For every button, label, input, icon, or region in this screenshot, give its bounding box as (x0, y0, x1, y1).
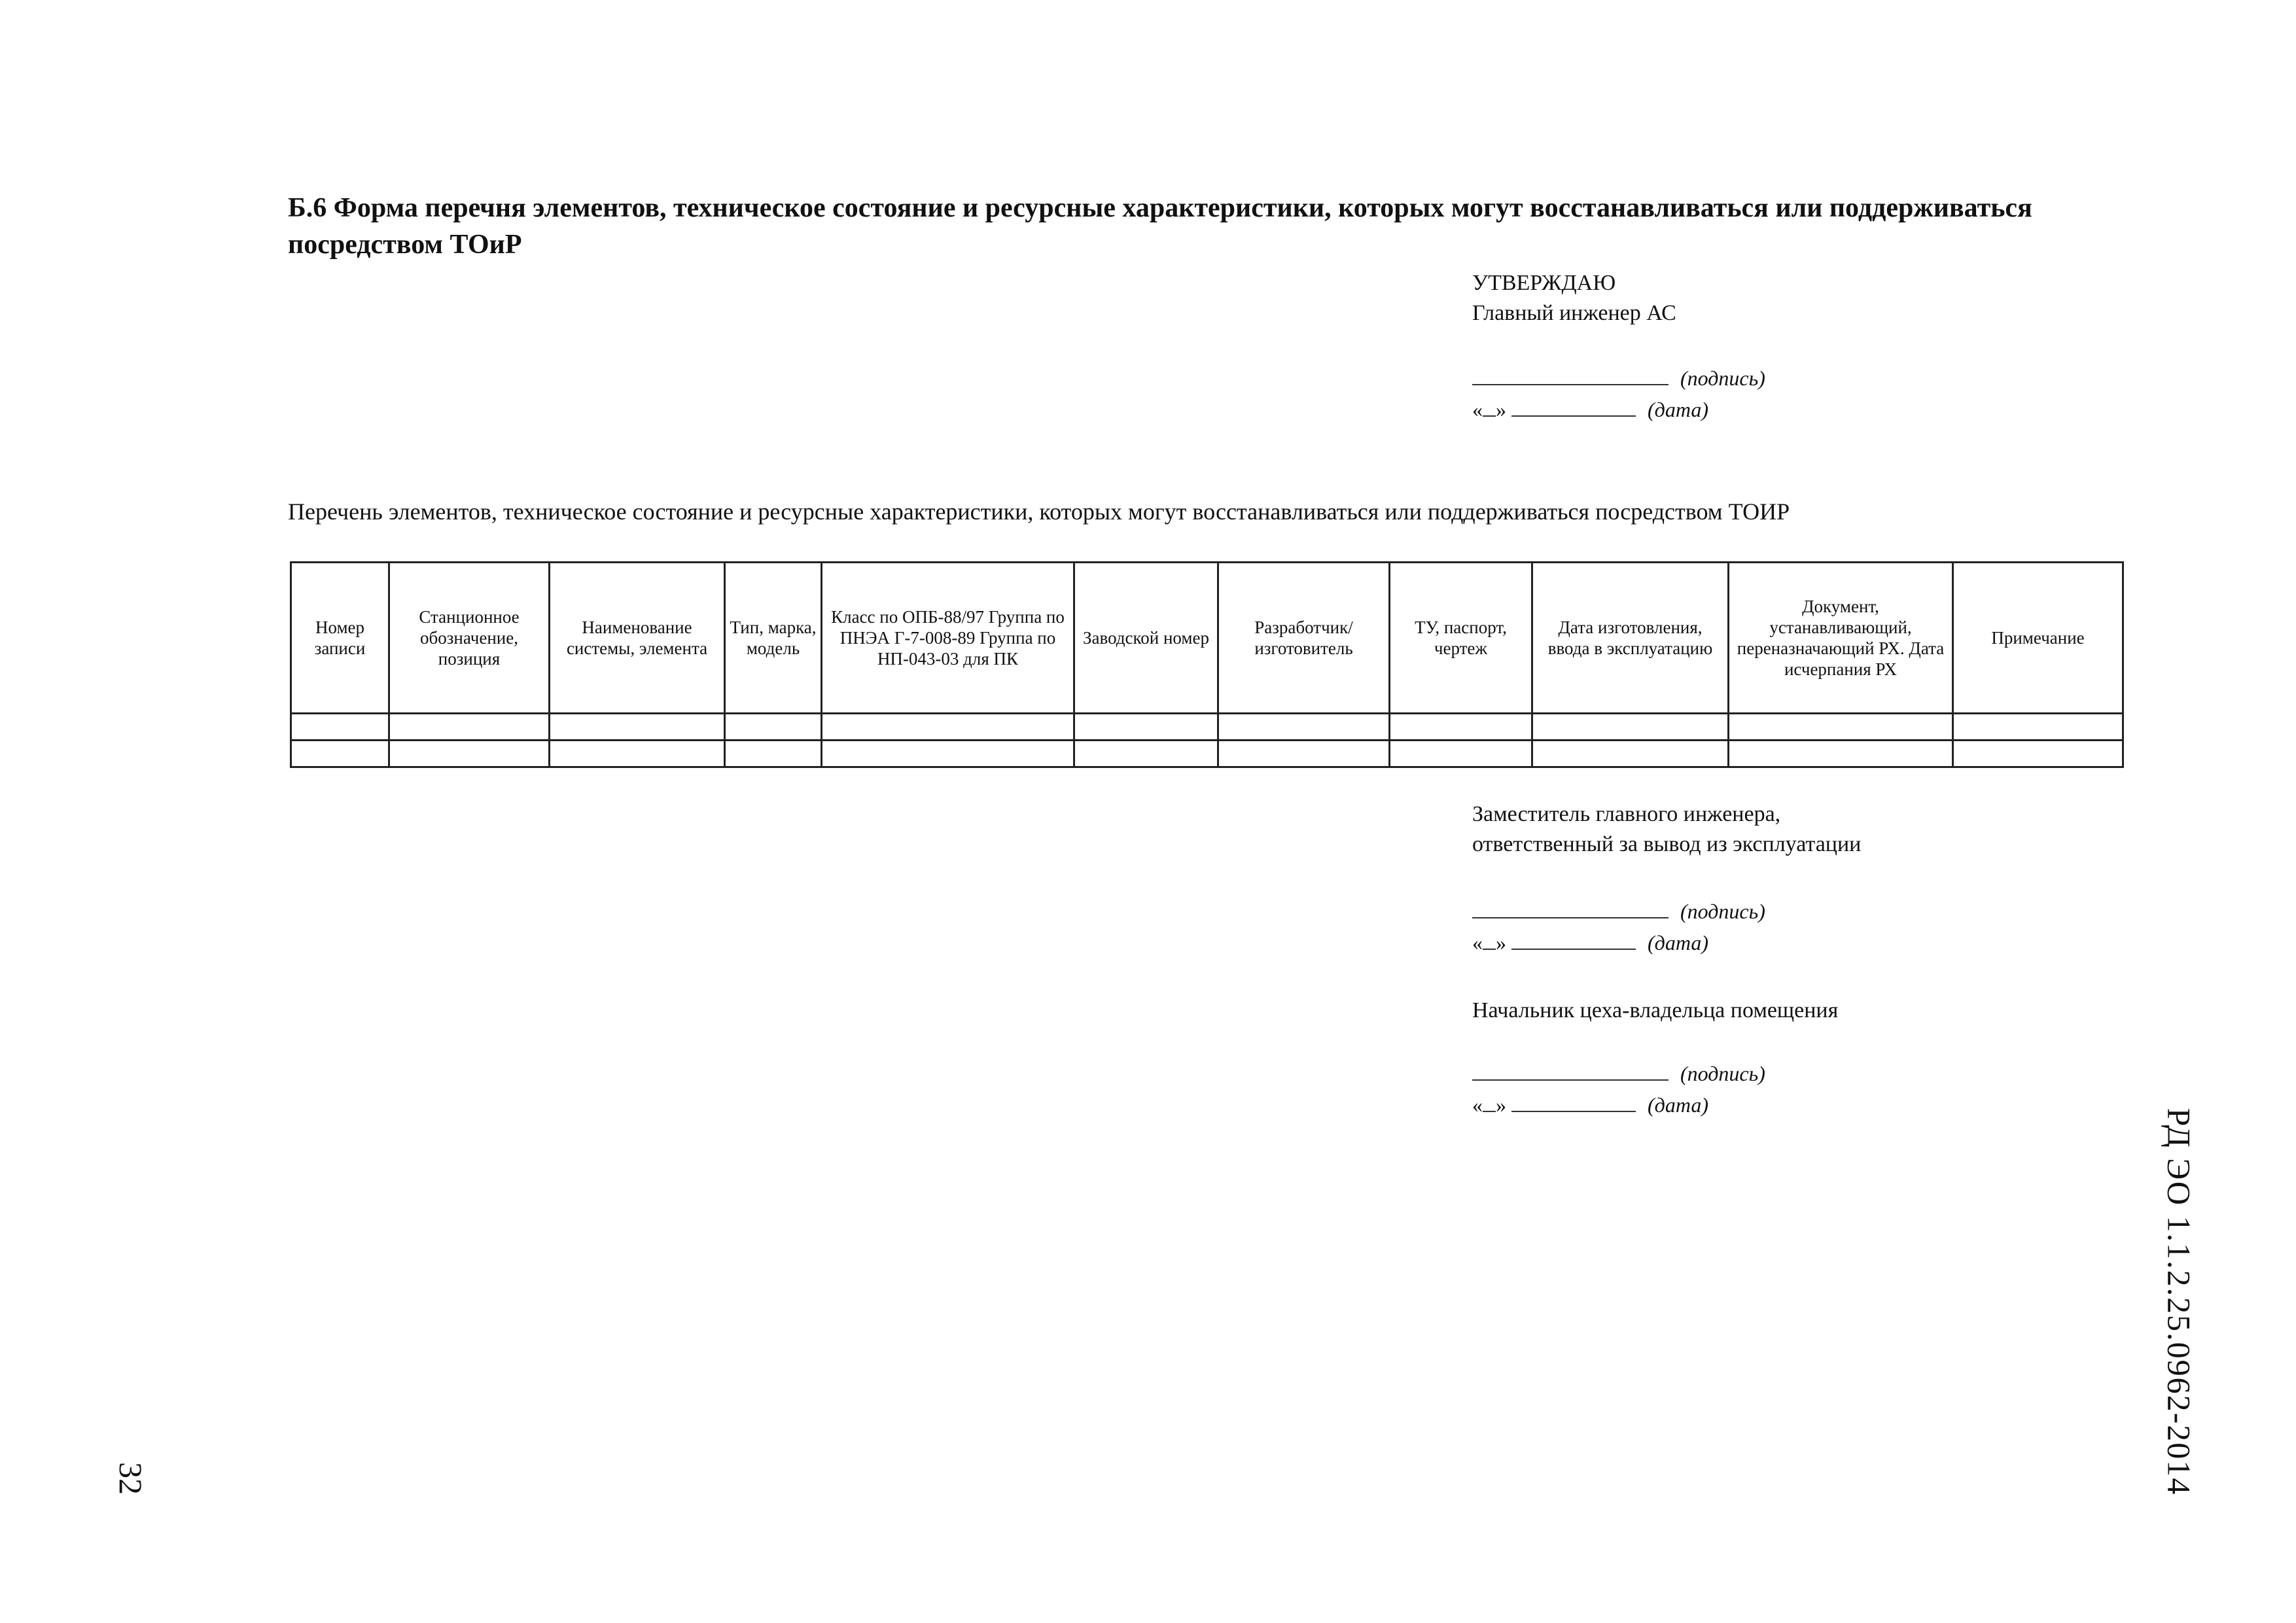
signature-label: (подпись) (1680, 366, 1765, 390)
signature-blank (1472, 1060, 1669, 1081)
deputy-chief-engineer-block (1472, 799, 1861, 860)
date-blank (1511, 1091, 1636, 1112)
table-caption: Перечень элементов, техническое состояние и ресурсные характеристики, которых могут восстанавливаться или поддерживаться посредством ТОИР (288, 498, 1790, 525)
header-document: Документ, устанавливающий, переназначающий РХ. Дата исчерпания РХ (1729, 563, 1953, 714)
table-row (291, 741, 2123, 767)
header-specs: ТУ, паспорт, чертеж (1390, 563, 1532, 714)
approval-date-line: « » (дата) (1472, 394, 1708, 425)
header-record-number: Номер записи (291, 563, 389, 714)
table-row (291, 714, 2123, 741)
header-dates: Дата изготовления, ввода в эксплуатацию (1532, 563, 1729, 714)
date-blank (1511, 929, 1636, 950)
deputy-date-line: « » (дата) (1472, 928, 1708, 958)
header-note: Примечание (1953, 563, 2123, 714)
date-label: (дата) (1648, 1093, 1708, 1117)
header-station-designation: Станционное обозначение, позиция (389, 563, 550, 714)
date-blank (1511, 396, 1636, 417)
document-number: РД ЭО 1.1.2.25.0962-2014 (2161, 1108, 2197, 1496)
header-system-name: Наименование системы, элемента (550, 563, 725, 714)
approval-heading: УТВЕРЖДАЮ (1472, 271, 1616, 295)
form-title: Б.6 Форма перечня элементов, техническое состояние и ресурсные характеристики, которых могут восстанавливаться или поддерживаться посредством ТОиР (288, 193, 2032, 260)
header-serial-number: Заводской номер (1074, 563, 1218, 714)
date-label: (дата) (1648, 398, 1708, 421)
table-header-row (291, 563, 2123, 714)
deputy-position-line2: ответственный за вывод из эксплуатации (1472, 832, 1862, 856)
deputy-position-line1: Заместитель главного инженера, (1472, 802, 1781, 826)
signature-blank (1472, 898, 1669, 918)
header-manufacturer: Разработчик/ изготовитель (1218, 563, 1390, 714)
workshop-signature-line (1472, 1058, 1765, 1089)
date-label: (дата) (1648, 931, 1708, 954)
signature-blank (1472, 364, 1669, 385)
workshop-date-line: « » (дата) (1472, 1090, 1708, 1120)
page-number: 32 (113, 1462, 149, 1495)
deputy-signature-line (1472, 896, 1765, 926)
approval-position: Главный инженер АС (1472, 301, 1676, 325)
elements-table (290, 561, 2124, 768)
header-type-model: Тип, марка, модель (725, 563, 822, 714)
signature-label: (подпись) (1680, 899, 1765, 923)
header-class-group: Класс по ОПБ-88/97 Группа по ПНЭА Г-7-008-89 Группа по НП-043-03 для ПК (822, 563, 1074, 714)
signature-label: (подпись) (1680, 1062, 1765, 1085)
workshop-head-position: Начальник цеха-владельца помещения (1472, 998, 1839, 1022)
approval-signature-line (1472, 363, 1765, 393)
workshop-head-block (1472, 996, 1838, 1026)
approval-block (1472, 268, 1676, 328)
